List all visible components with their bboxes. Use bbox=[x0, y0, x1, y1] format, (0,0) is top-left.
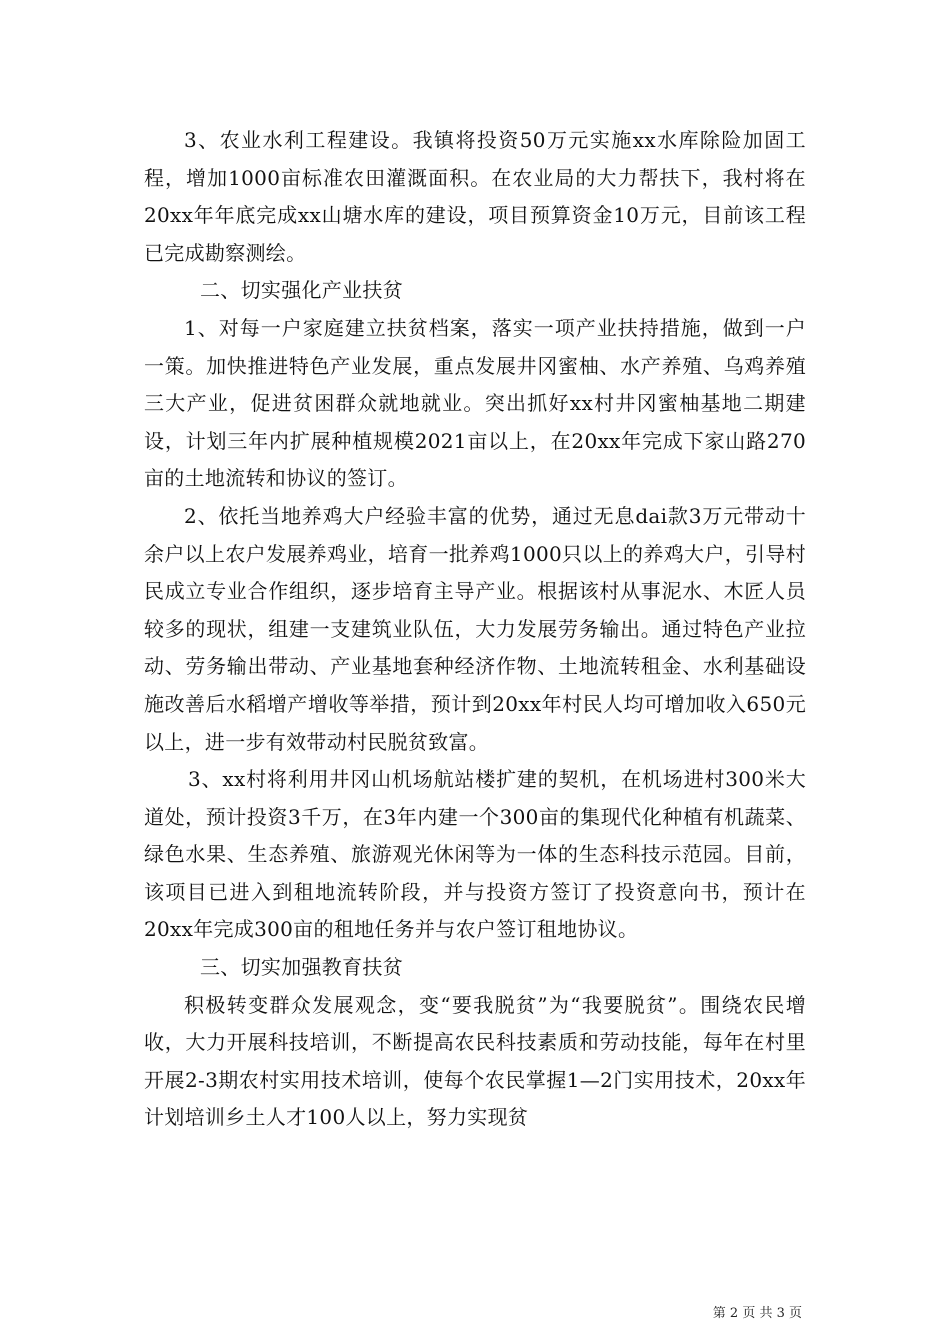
paragraph-demo-park: 3、xx村将利用井冈山机场航站楼扩建的契机，在机场进村300米大道处，预计投资3千万，在3年内建一个300亩的集现代化种植有机蔬菜、绿色水果、生态养殖、旅游观光休闲等为一体的生态科技示范园。目前，该项目已进入到租地流转阶段，并与投资方签订了投资意向书，预计在20xx年完成300亩的租地任务并与农户签订租地协议。 bbox=[144, 767, 806, 942]
paragraph-poverty-files: 1、对每一户家庭建立扶贫档案，落实一项产业扶持措施，做到一户一策。加快推进特色产业发展，重点发展井冈蜜柚、水产养殖、乌鸡养殖三大产业，促进贫困群众就地就业。突出抓好xx村井冈蜜柚基地二期建设，计划三年内扩展种植规模2021亩以上，在20xx年完成下家山路270亩的土地流转和协议的签订。 bbox=[144, 315, 806, 491]
paragraph-education: 积极转变群众发展观念，变“要我脱贫”为“我要脱贫”。围绕农民增收，大力开展科技培训，不断提高农民科技素质和劳动技能，每年在村里开展2-3期农村实用技术培训，使每个农民掌握1—2门实用技术，20xx年计划培训乡土人才100人以上，努力实现贫 bbox=[144, 992, 806, 1130]
paragraph-water-conservancy: 3、农业水利工程建设。我镇将投资50万元实施xx水库除险加固工程，增加1000亩标准农田灌溉面积。在农业局的大力帮扶下，我村将在20xx年年底完成xx山塘水库的建设，项目预算资金10万元，目前该工程已完成勘察测绘。 bbox=[144, 128, 806, 265]
page-number-footer: 第 2 页 共 3 页 bbox=[712, 1306, 802, 1321]
section-heading-industry: 二、切实强化产业扶贫 bbox=[200, 278, 403, 303]
document-body bbox=[144, 122, 806, 1137]
section-heading-education: 三、切实加强教育扶贫 bbox=[200, 955, 403, 980]
paragraph-chicken-farming: 2、依托当地养鸡大户经验丰富的优势，通过无息dai款3万元带动十余户以上农户发展养鸡业，培育一批养鸡1000只以上的养鸡大户，引导村民成立专业合作组织，逐步培育主导产业。根据该村从事泥水、木匠人员较多的现状，组建一支建筑业队伍，大力发展劳务输出。通过特色产业拉动、劳务输出带动、产业基地套种经济作物、土地流转租金、水利基础设施改善后水稻增产增收等举措，预计到20xx年村民人均可增加收入650元以上，进一步有效带动村民脱贫致富。 bbox=[144, 503, 806, 754]
